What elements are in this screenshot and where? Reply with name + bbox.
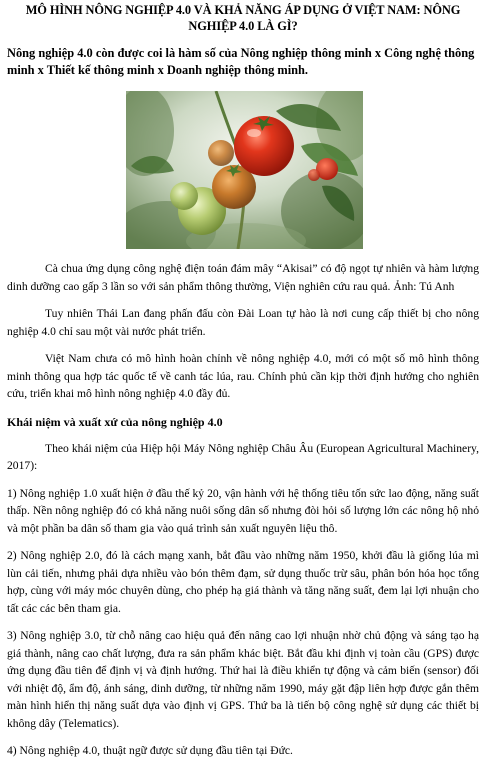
- section-heading: Khái niệm và xuất xứ của nông nghiệp 4.0: [7, 414, 223, 429]
- tomato-photo-illustration: [126, 91, 363, 249]
- paragraph-vietnam: Việt Nam chưa có mô hình hoàn chỉnh về nông nghiệp 4.0, mới có một số mô hình thông minh thông qua hợp tác quốc tế về canh tác lúa, rau. Chính phủ cần kịp thời định hướng cho nghiên cứu, triển khai mô hình nông nghiệp 4.0 đầy đủ.: [7, 352, 479, 400]
- list-item-agriculture-2: 2) Nông nghiệp 2.0, đó là cách mạng xanh, bắt đầu vào những năm 1950, khởi đầu là giống lúa mì lùn cải tiến, nhưng phải dựa nhiều vào bón thêm đạm, sử dụng thuốc trừ sâu, phân bón hóa học tổng hợp, cùng với máy móc chuyên dùng, cho phép hạ giá thành và tăng năng suất, đem lại lợi nhuận cho tất các các bên tham gia.: [7, 549, 479, 615]
- list-item-agriculture-4: 4) Nông nghiệp 4.0, thuật ngữ được sử dụng đầu tiên tại Đức.: [7, 744, 293, 757]
- paragraph-thailand-taiwan: Tuy nhiên Thái Lan đang phấn đấu còn Đài Loan tự hào là nơi cung cấp thiết bị cho nông nghiệp 4.0 chỉ sau một vài nước phát triển.: [7, 307, 479, 338]
- paragraph-definition: Theo khái niệm của Hiệp hội Máy Nông nghiệp Châu Âu (European Agricultural Machinery, 2017):: [7, 441, 479, 472]
- tomato-photo: [126, 91, 363, 249]
- article-sapo: Nông nghiệp 4.0 còn được coi là hàm số của Nông nghiệp thông minh x Công nghệ thông minh x Thiết kế thông minh x Doanh nghiệp thông minh.: [7, 46, 475, 77]
- photo-caption: Cà chua ứng dụng công nghệ điện toán đám mây “Akisai” có độ ngọt tự nhiên và hàm lượng dinh dưỡng cao gấp 3 lần so với sản phẩm thông thường, Viện nghiên cứu rau quả. Ảnh: Tú Anh: [7, 262, 479, 293]
- article-title: MÔ HÌNH NÔNG NGHIỆP 4.0 VÀ KHẢ NĂNG ÁP DỤNG Ở VIỆT NAM: NÔNG NGHIỆP 4.0 LÀ GÌ?: [25, 3, 461, 33]
- list-item-agriculture-1: 1) Nông nghiệp 1.0 xuất hiện ở đầu thế kỷ 20, vận hành với hệ thống tiêu tốn sức lao động, năng suất thấp. Nền nông nghiệp đó có khả năng nuôi sống dân số nhưng đòi hỏi số lượng lớn các nông hộ nhỏ và một phần ba dân số tham gia vào quá trình sản xuất nguyên liệu thô.: [7, 486, 479, 535]
- list-item-agriculture-3: 3) Nông nghiệp 3.0, từ chỗ nâng cao hiệu quả đến nâng cao lợi nhuận nhờ chủ động và sáng tạo hạ giá thành, nâng cao chất lượng, đưa ra sản phẩm khác biệt. Bắt đầu khi định vị toàn cầu (GPS) được ứng dụng đầu tiên để định vị và định hướng. Thứ hai là điều khiển tự động và cảm biến (sensor) đối với nhiệt độ, ẩm độ, ánh sáng, dinh dưỡng, từ những năm 1990, máy gặt đập liên hợp được gắn thêm màn hình hiển thị năng suất dựa vào định vị GPS. Thứ ba là tiến bộ công nghệ sử dụng các thiết bị không dây (Telematics).: [7, 629, 479, 730]
